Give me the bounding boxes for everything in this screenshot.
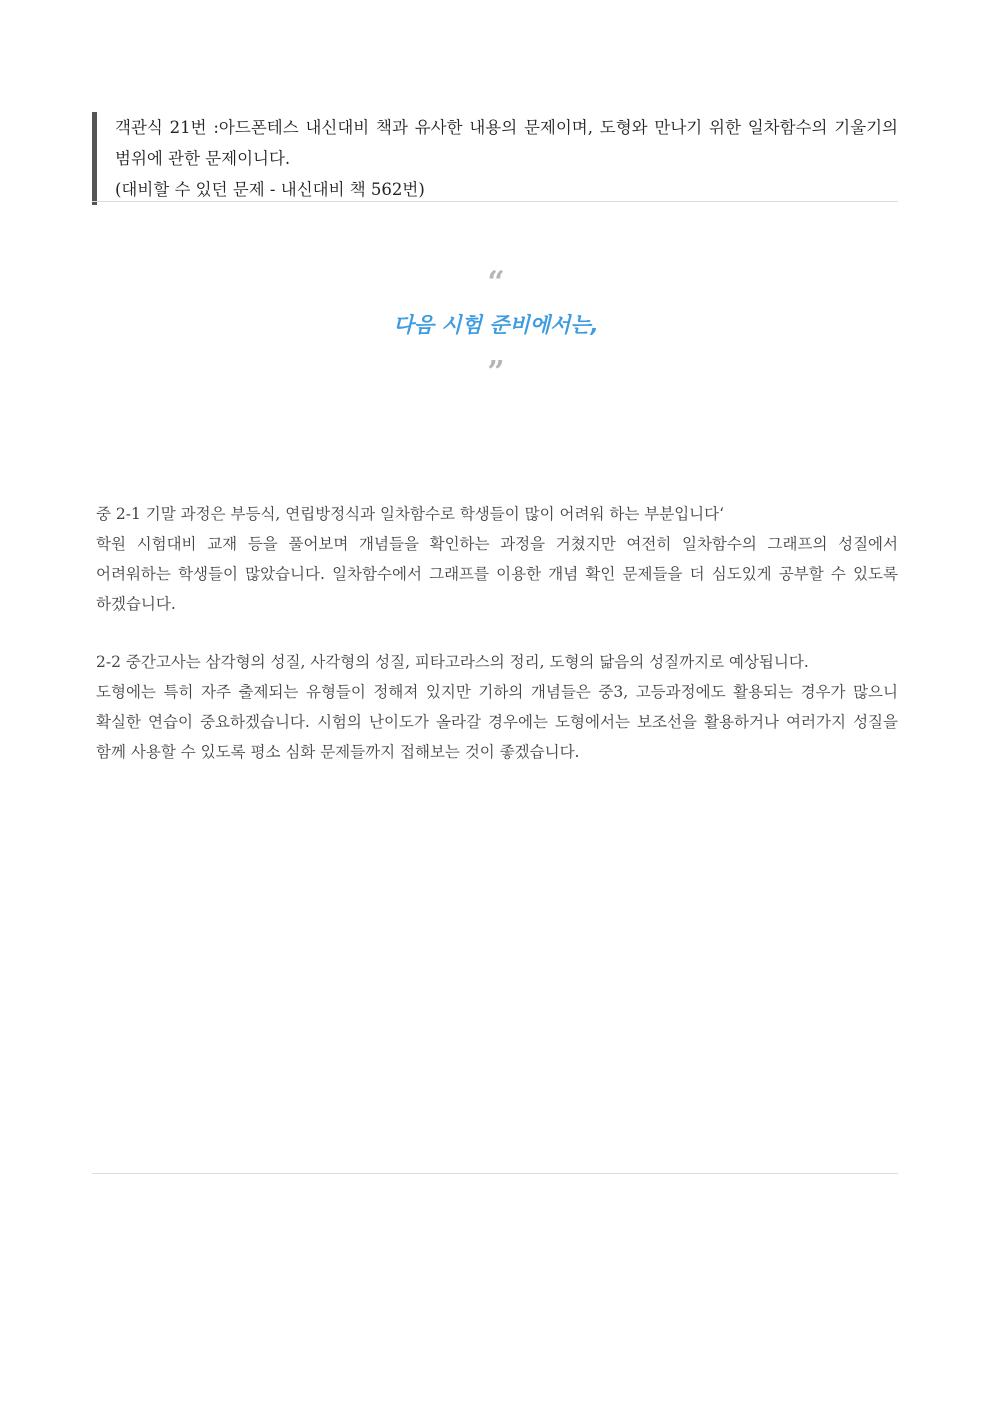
top-divider	[92, 201, 898, 202]
bottom-divider	[92, 1173, 898, 1174]
final-exam-paragraph	[96, 499, 898, 619]
midterm-detail: 도형에는 특히 자주 출제되는 유형들이 정해져 있지만 기하의 개념들은 중3, 고등과정에도 활용되는 경우가 많으니 확실한 연습이 중요하겠습니다. 시험의 난이도가 올라갈 경우에는 도형에서는 보조선을 활용하거나 여러가지 성질을 함께 사용할 수 있도록 평소 심화 문제들까지 접해보는 것이 좋겠습니다.	[96, 683, 898, 761]
open-quote-icon: “	[487, 265, 505, 300]
exam-note-question-info: 객관식 21번 :아드폰테스 내신대비 책과 유사한 내용의 문제이며, 도형와 만나기 위한 일차함수의 기울기의 범위에 관한 문제이니다.	[115, 118, 898, 168]
close-quote-icon: ”	[487, 355, 505, 390]
exam-note-blockquote	[92, 112, 898, 205]
final-exam-detail: 학원 시험대비 교재 등을 풀어보며 개념들을 확인하는 과정을 거쳤지만 여전히 일차함수의 그래프의 성질에서 어려워하는 학생들이 많았습니다. 일차함수에서 그래프를 이용한 개념 확인 문제들을 더 심도있게 공부할 수 있도록 하겠습니다.	[96, 535, 898, 613]
midterm-paragraph	[96, 647, 898, 767]
final-exam-intro: 중 2-1 기말 과정은 부등식, 연립방정식과 일차함수로 학생들이 많이 어려워 하는 부분입니다‘	[96, 505, 725, 523]
midterm-intro: 2-2 중간고사는 삼각형의 성질, 사각형의 성질, 피타고라스의 정리, 도형의 닮음의 성질까지로 예상됩니다.	[96, 653, 809, 671]
exam-note-reference: (대비할 수 있던 문제 - 내신대비 책 562번)	[115, 180, 425, 199]
next-exam-heading: 다음 시험 준비에서는,	[393, 313, 599, 337]
